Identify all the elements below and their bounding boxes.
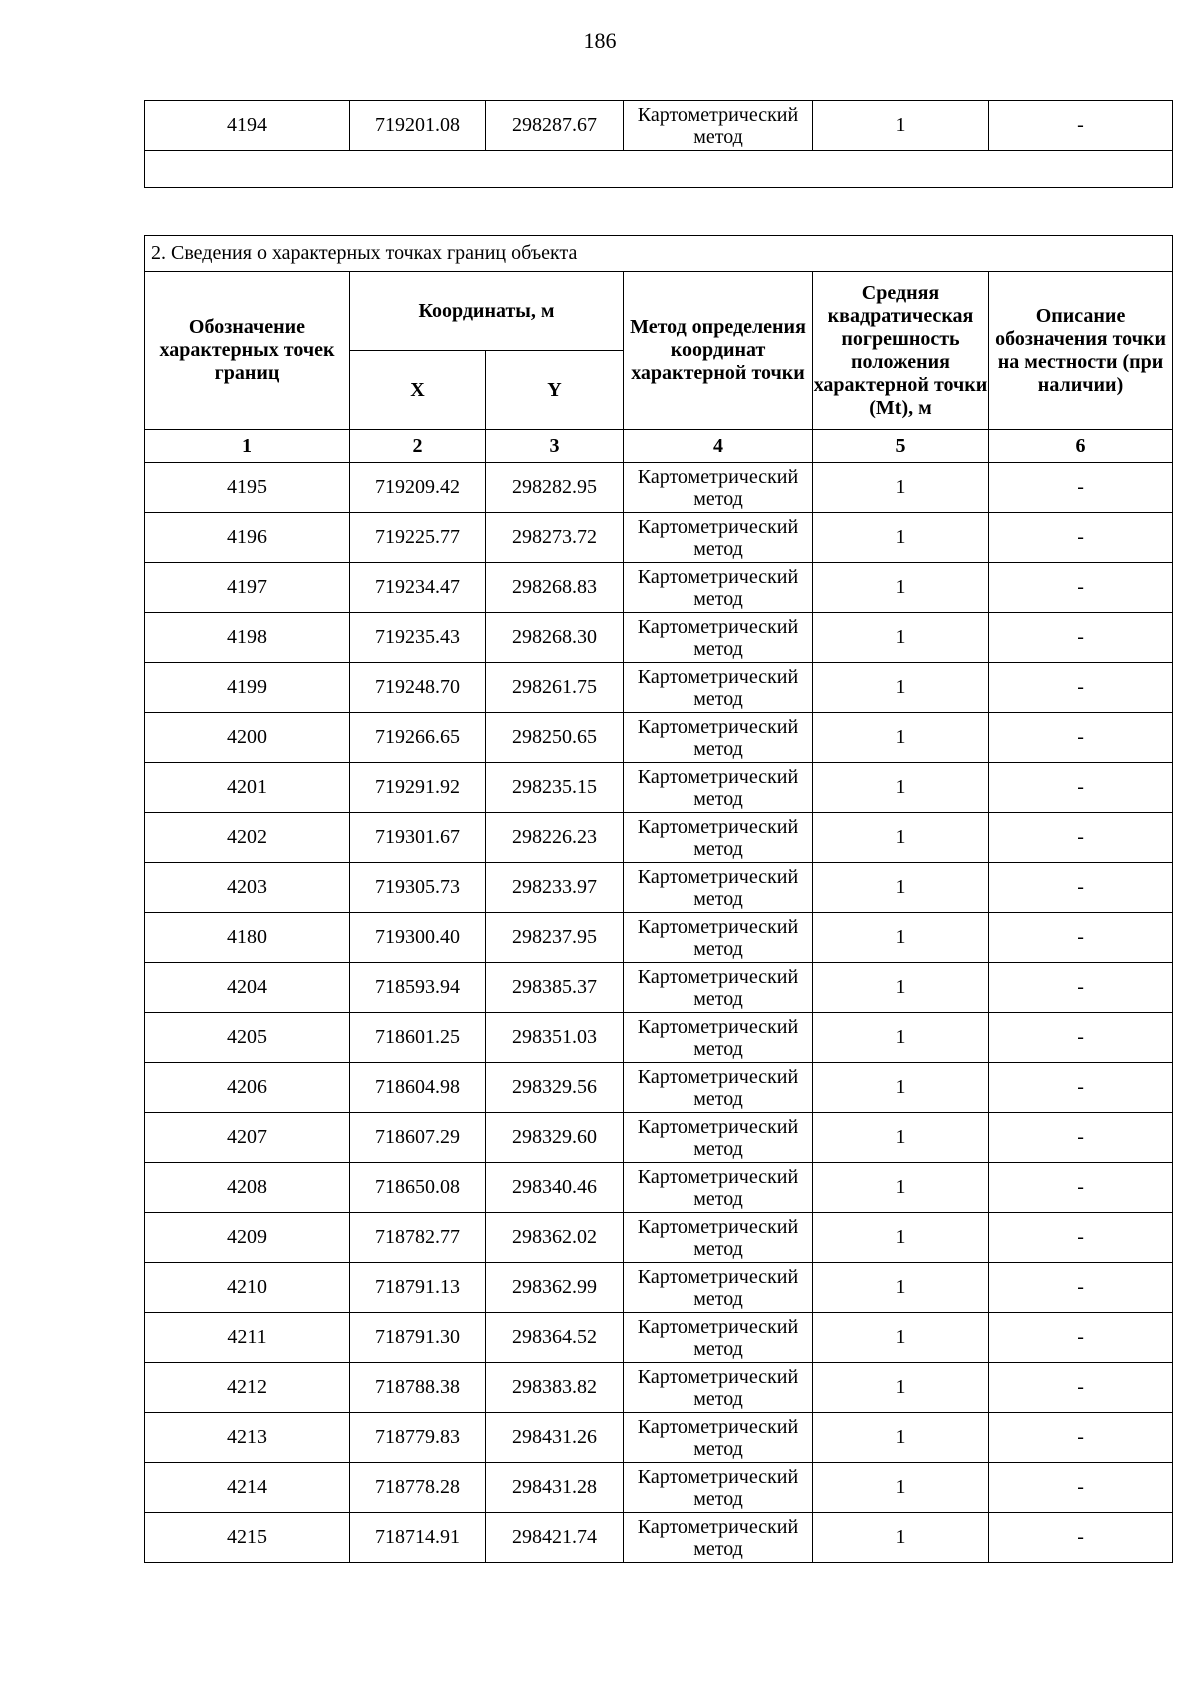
desc-cell: - [989,813,1173,863]
x-cell: 719201.08 [350,101,486,151]
x-cell: 719209.42 [350,463,486,513]
error-cell: 1 [813,1213,989,1263]
error-cell: 1 [813,1063,989,1113]
table-row [145,963,1173,1013]
column-number: 4 [624,430,813,463]
header-desc: Описание обозначения точки на местности (при наличии) [989,272,1173,430]
x-cell: 718779.83 [350,1413,486,1463]
desc-cell: - [989,713,1173,763]
x-cell: 718650.08 [350,1163,486,1213]
point-cell: 4205 [145,1013,350,1063]
desc-cell: - [989,663,1173,713]
header-x: X [350,351,486,430]
table-row [145,1063,1173,1113]
method-cell: Картометрический метод [624,513,813,563]
y-cell: 298250.65 [486,713,624,763]
x-cell: 718791.13 [350,1263,486,1313]
table-row [145,1213,1173,1263]
method-cell: Картометрический метод [624,613,813,663]
method-cell: Картометрический метод [624,1063,813,1113]
desc-cell: - [989,1263,1173,1313]
y-cell: 298273.72 [486,513,624,563]
table-row [145,763,1173,813]
error-cell: 1 [813,1113,989,1163]
desc-cell: - [989,1113,1173,1163]
y-cell: 298340.46 [486,1163,624,1213]
error-cell: 1 [813,763,989,813]
method-cell: Картометрический метод [624,863,813,913]
y-cell: 298421.74 [486,1513,624,1563]
desc-cell: - [989,463,1173,513]
desc-cell: - [989,1413,1173,1463]
x-cell: 718791.30 [350,1313,486,1363]
y-cell: 298383.82 [486,1363,624,1413]
desc-cell: - [989,1463,1173,1513]
error-cell: 1 [813,463,989,513]
point-cell: 4214 [145,1463,350,1513]
point-cell: 4196 [145,513,350,563]
table-row [145,1463,1173,1513]
point-cell: 4206 [145,1063,350,1113]
error-cell: 1 [813,1363,989,1413]
y-cell: 298351.03 [486,1013,624,1063]
point-cell: 4202 [145,813,350,863]
empty-cell [145,151,1173,188]
y-cell: 298233.97 [486,863,624,913]
x-cell: 718782.77 [350,1213,486,1263]
method-cell: Картометрический метод [624,1463,813,1513]
column-number: 5 [813,430,989,463]
method-cell: Картометрический метод [624,1263,813,1313]
table-row [145,1263,1173,1313]
method-cell: Картометрический метод [624,1163,813,1213]
x-cell: 718593.94 [350,963,486,1013]
error-cell: 1 [813,563,989,613]
point-cell: 4208 [145,1163,350,1213]
method-cell: Картометрический метод [624,1013,813,1063]
error-cell: 1 [813,613,989,663]
desc-cell: - [989,563,1173,613]
y-cell: 298226.23 [486,813,624,863]
header-method: Метод определения координат характерной точки [624,272,813,430]
method-cell: Картометрический метод [624,101,813,151]
point-cell: 4215 [145,1513,350,1563]
column-number: 3 [486,430,624,463]
point-cell: 4209 [145,1213,350,1263]
y-cell: 298261.75 [486,663,624,713]
point-cell: 4199 [145,663,350,713]
method-cell: Картометрический метод [624,713,813,763]
table-row [145,101,1173,151]
desc-cell: - [989,1013,1173,1063]
table-row [145,663,1173,713]
error-cell: 1 [813,913,989,963]
y-cell: 298431.28 [486,1463,624,1513]
x-cell: 719305.73 [350,863,486,913]
point-cell: 4210 [145,1263,350,1313]
desc-cell: - [989,863,1173,913]
x-cell: 719291.92 [350,763,486,813]
desc-cell: - [989,1213,1173,1263]
point-cell: 4203 [145,863,350,913]
table-row [145,463,1173,513]
desc-cell: - [989,1313,1173,1363]
y-cell: 298237.95 [486,913,624,963]
desc-cell: - [989,1163,1173,1213]
method-cell: Картометрический метод [624,1413,813,1463]
section-title: 2. Сведения о характерных точках границ объекта [145,236,1173,272]
y-cell: 298287.67 [486,101,624,151]
error-cell: 1 [813,813,989,863]
boundary-points-table [144,235,1173,1563]
table-row [145,613,1173,663]
point-cell: 4204 [145,963,350,1013]
x-cell: 719300.40 [350,913,486,963]
table-row [145,1113,1173,1163]
table-row [145,1313,1173,1363]
desc-cell: - [989,963,1173,1013]
error-cell: 1 [813,1413,989,1463]
x-cell: 719266.65 [350,713,486,763]
x-cell: 718607.29 [350,1113,486,1163]
method-cell: Картометрический метод [624,563,813,613]
point-cell: 4201 [145,763,350,813]
table-row [145,513,1173,563]
y-cell: 298235.15 [486,763,624,813]
x-cell: 718778.28 [350,1463,486,1513]
y-cell: 298431.26 [486,1413,624,1463]
table-row [145,913,1173,963]
x-cell: 719225.77 [350,513,486,563]
error-cell: 1 [813,663,989,713]
error-cell: 1 [813,1513,989,1563]
column-number: 6 [989,430,1173,463]
desc-cell: - [989,1513,1173,1563]
table-row [145,813,1173,863]
y-cell: 298282.95 [486,463,624,513]
table-row [145,1363,1173,1413]
error-cell: 1 [813,713,989,763]
x-cell: 718601.25 [350,1013,486,1063]
y-cell: 298268.30 [486,613,624,663]
y-cell: 298362.99 [486,1263,624,1313]
error-cell: 1 [813,513,989,563]
desc-cell: - [989,101,1173,151]
point-cell: 4213 [145,1413,350,1463]
table-row [145,1163,1173,1213]
y-cell: 298362.02 [486,1213,624,1263]
table-body [145,463,1173,1563]
point-cell: 4180 [145,913,350,963]
x-cell: 719301.67 [350,813,486,863]
table-row [145,1513,1173,1563]
point-cell: 4212 [145,1363,350,1413]
x-cell: 718714.91 [350,1513,486,1563]
x-cell: 719234.47 [350,563,486,613]
method-cell: Картометрический метод [624,813,813,863]
desc-cell: - [989,1363,1173,1413]
method-cell: Картометрический метод [624,463,813,513]
page-number: 186 [583,28,617,53]
y-cell: 298268.83 [486,563,624,613]
table-row [145,563,1173,613]
table-row [145,1413,1173,1463]
header-y: Y [486,351,624,430]
point-cell: 4194 [145,101,350,151]
header-point: Обозначение характерных точек границ [145,272,350,430]
point-cell: 4198 [145,613,350,663]
method-cell: Картометрический метод [624,1363,813,1413]
table-row [145,863,1173,913]
error-cell: 1 [813,101,989,151]
method-cell: Картометрический метод [624,663,813,713]
empty-row [145,151,1173,188]
y-cell: 298385.37 [486,963,624,1013]
x-cell: 719235.43 [350,613,486,663]
desc-cell: - [989,763,1173,813]
desc-cell: - [989,513,1173,563]
method-cell: Картометрический метод [624,1213,813,1263]
x-cell: 719248.70 [350,663,486,713]
desc-cell: - [989,913,1173,963]
error-cell: 1 [813,1163,989,1213]
method-cell: Картометрический метод [624,963,813,1013]
error-cell: 1 [813,963,989,1013]
method-cell: Картометрический метод [624,1313,813,1363]
desc-cell: - [989,1063,1173,1113]
point-cell: 4207 [145,1113,350,1163]
error-cell: 1 [813,1263,989,1313]
point-cell: 4211 [145,1313,350,1363]
error-cell: 1 [813,1313,989,1363]
column-numbers-row [145,430,1173,463]
point-cell: 4195 [145,463,350,513]
y-cell: 298329.60 [486,1113,624,1163]
point-cell: 4200 [145,713,350,763]
x-cell: 718788.38 [350,1363,486,1413]
error-cell: 1 [813,1013,989,1063]
error-cell: 1 [813,863,989,913]
header-coords: Координаты, м [350,272,624,351]
header-error: Средняя квадратическая погрешность положения характерной точки (Mt), м [813,272,989,430]
error-cell: 1 [813,1463,989,1513]
column-number: 2 [350,430,486,463]
point-cell: 4197 [145,563,350,613]
y-cell: 298364.52 [486,1313,624,1363]
table-row [145,713,1173,763]
desc-cell: - [989,613,1173,663]
method-cell: Картометрический метод [624,763,813,813]
top-table [144,100,1173,188]
column-number: 1 [145,430,350,463]
method-cell: Картометрический метод [624,1513,813,1563]
method-cell: Картометрический метод [624,913,813,963]
x-cell: 718604.98 [350,1063,486,1113]
y-cell: 298329.56 [486,1063,624,1113]
table-row [145,1013,1173,1063]
method-cell: Картометрический метод [624,1113,813,1163]
